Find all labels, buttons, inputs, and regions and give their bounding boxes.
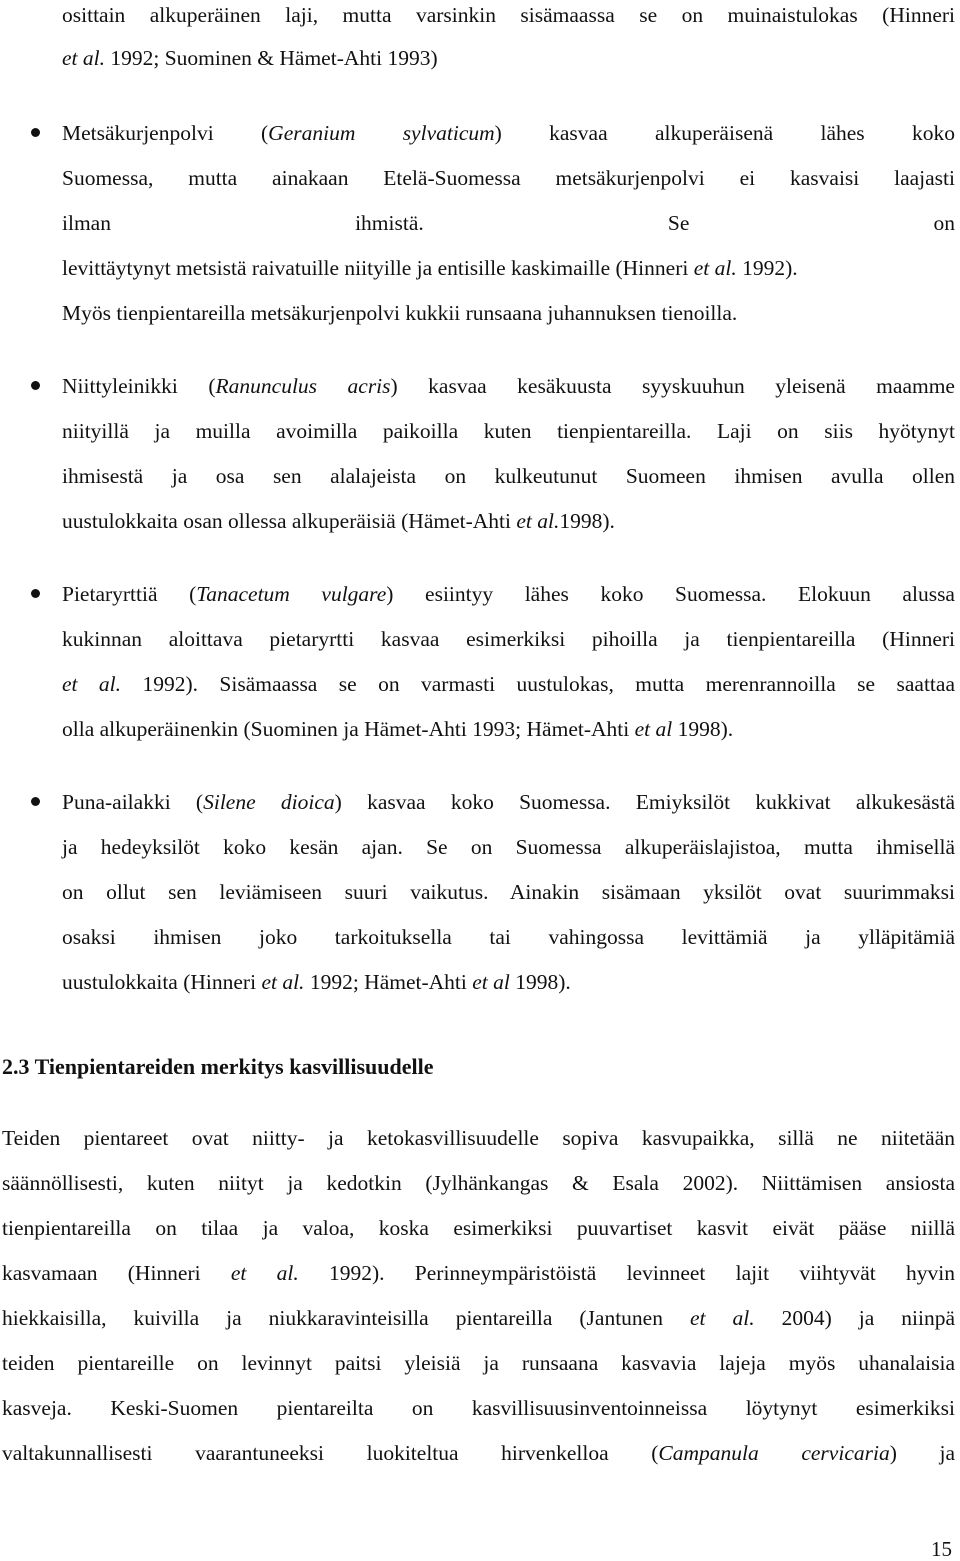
text-line: et al. 1992; Suominen & Hämet-Ahti 1993) (62, 46, 438, 70)
text-line: olla alkuperäinenkin (Suominen ja Hämet-Ahti 1993; Hämet-Ahti et al 1998). (62, 717, 734, 741)
bullet-marker (31, 589, 40, 598)
text-line: valtakunnallisesti vaarantuneeksi luokiteltua hirvenkelloa (Campanula cervicaria) ja (2, 1441, 955, 1465)
text-line: levittäytynyt metsistä raivatuille niityille ja entisille kaskimaille (Hinneri et al. 1992). (62, 256, 798, 280)
text-line: uustulokkaita osan ollessa alkuperäisiä (Hämet-Ahti et al.1998). (62, 509, 615, 533)
page-number: 15 (931, 1537, 952, 1561)
text-line: teiden pientareille on levinnyt paitsi yleisiä ja runsaana kasvavia lajeja myös uhanalaisia (2, 1351, 955, 1375)
text-line: osaksi ihmisen joko tarkoituksella tai vahingossa levittämiä ja ylläpitämiä (62, 925, 955, 949)
text-line: ilman ihmistä. Se on (62, 211, 955, 235)
text-line: ihmisestä ja osa sen alalajeista on kulkeutunut Suomeen ihmisen avulla ollen (62, 464, 955, 488)
text-line: kukinnan aloittava pietaryrtti kasvaa esimerkiksi pihoilla ja tienpientareilla (Hinneri (62, 627, 955, 651)
text-line: Teiden pientareet ovat niitty- ja ketokasvillisuudelle sopiva kasvupaikka, sillä ne niitetään (2, 1126, 955, 1150)
text-line: Pietaryrttiä (Tanacetum vulgare) esiintyy lähes koko Suomessa. Elokuun alussa (62, 582, 955, 606)
bullet-marker (31, 128, 40, 137)
text-line: hiekkaisilla, kuivilla ja niukkaravinteisilla pientareilla (Jantunen et al. 2004) ja niinpä (2, 1306, 955, 1330)
text-line: niityillä ja muilla avoimilla paikoilla kuten tienpientareilla. Laji on siis hyötynyt (62, 419, 955, 443)
bullet-marker (31, 797, 40, 806)
text-line: on ollut sen leviämiseen suuri vaikutus. Ainakin sisämaan yksilöt ovat suurimmaksi (62, 880, 955, 904)
text-line: Metsäkurjenpolvi (Geranium sylvaticum) kasvaa alkuperäisenä lähes koko (62, 121, 955, 145)
text-line: kasveja. Keski-Suomen pientareilta on kasvillisuusinventoinneissa löytynyt esimerkiksi (2, 1396, 955, 1420)
text-line: et al. 1992). Sisämaassa se on varmasti uustulokas, mutta merenrannoilla se saattaa (62, 672, 955, 696)
text-line: ja hedeyksilöt koko kesän ajan. Se on Suomessa alkuperäislajistoa, mutta ihmisellä (62, 835, 955, 859)
text-line: tienpientareilla on tilaa ja valoa, koska esimerkiksi puuvartiset kasvit eivät pääse niillä (2, 1216, 955, 1240)
text-line: Myös tienpientareilla metsäkurjenpolvi kukkii runsaana juhannuksen tienoilla. (62, 301, 738, 325)
text-line: säännöllisesti, kuten niityt ja kedotkin (Jylhänkangas & Esala 2002). Niittämisen ansiosta (2, 1171, 955, 1195)
text-line: kasvamaan (Hinneri et al. 1992). Perinneympäristöistä levinneet lajit viihtyvät hyvin (2, 1261, 955, 1285)
text-line: Suomessa, mutta ainakaan Etelä-Suomessa metsäkurjenpolvi ei kasvaisi laajasti (62, 166, 955, 190)
text-line: Puna-ailakki (Silene dioica) kasvaa koko Suomessa. Emiyksilöt kukkivat alkukesästä (62, 790, 955, 814)
section-heading: 2.3 Tienpientareiden merkitys kasvillisuudelle (2, 1054, 434, 1079)
bullet-marker (31, 381, 40, 390)
text-line: osittain alkuperäinen laji, mutta varsinkin sisämaassa se on muinaistulokas (Hinneri (62, 3, 955, 27)
text-line: uustulokkaita (Hinneri et al. 1992; Hämet-Ahti et al 1998). (62, 970, 571, 994)
text-line: Niittyleinikki (Ranunculus acris) kasvaa kesäkuusta syyskuuhun yleisenä maamme (62, 374, 955, 398)
